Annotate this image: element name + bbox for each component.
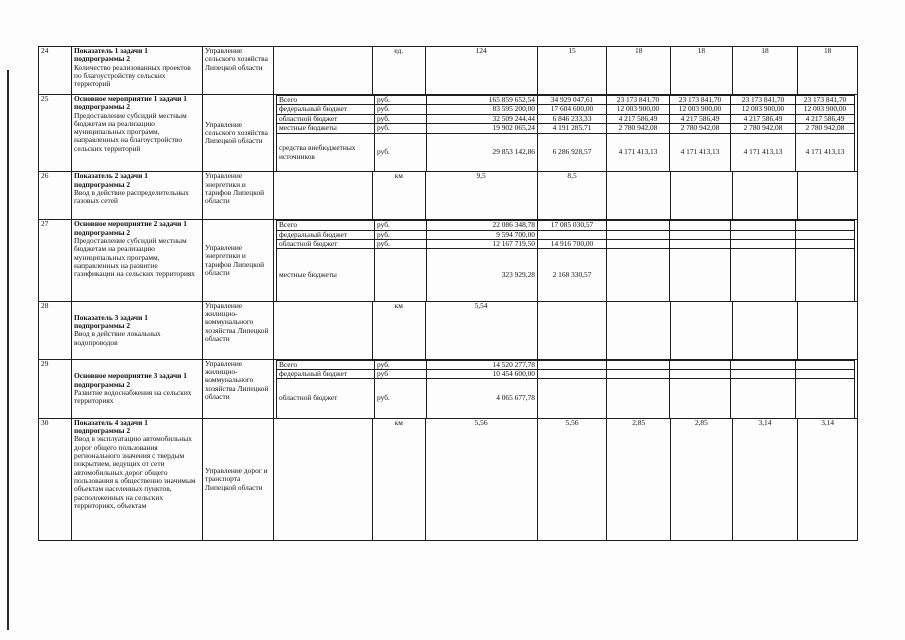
funding-value: 4 217 586,49 xyxy=(607,114,670,123)
funding-value: 14 916 700,00 xyxy=(538,239,607,248)
funding-value xyxy=(731,249,796,301)
funding-value: 2 168 330,57 xyxy=(538,249,607,301)
funding-value: 323 929,28 xyxy=(427,249,538,301)
value-cell: 3,14 xyxy=(732,418,798,540)
funding-source: средства внебюджетных источников xyxy=(277,133,375,171)
funding-row xyxy=(277,379,855,418)
funding-value: 12 003 900,00 xyxy=(670,105,731,114)
funding-value: 17 085 030,57 xyxy=(538,221,607,230)
row-number: 28 xyxy=(39,301,72,359)
funding-value: 6 286 928,57 xyxy=(538,133,607,171)
source-cell xyxy=(274,301,373,359)
funding-value xyxy=(670,379,731,418)
funding-value xyxy=(731,230,796,239)
funding-value xyxy=(670,230,731,239)
funding-value: 4 217 586,49 xyxy=(731,114,796,123)
value-cell xyxy=(537,301,607,359)
funding-value: 4 171 413,13 xyxy=(607,133,670,171)
funding-source: федеральный бюджет xyxy=(277,370,375,379)
row-title-cell xyxy=(72,301,203,359)
value-cell: 15 xyxy=(537,47,607,95)
row-number: 26 xyxy=(39,172,72,220)
row-org: Управление дорог и транспорта Липецкой области xyxy=(203,418,274,540)
value-cell: 2,85 xyxy=(671,418,733,540)
funding-value: 14 520 277,78 xyxy=(427,360,538,369)
row-org: Управление энергетики и тарифов Липецкой области xyxy=(203,220,274,301)
funding-unit: руб. xyxy=(375,360,427,369)
value-cell xyxy=(607,172,671,220)
funding-value xyxy=(731,360,796,369)
row-desc: Количество реализованных проектов по благоустройству сельских территорий xyxy=(74,62,191,89)
unit-cell: км xyxy=(373,418,426,540)
funding-value: 4 065 677,78 xyxy=(427,379,538,418)
row-title: Показатель 4 задачи 1 подпрограммы 2 xyxy=(74,418,148,436)
funding-value: 32 509 244,44 xyxy=(427,114,538,123)
funding-value xyxy=(731,379,796,418)
funding-value xyxy=(607,360,670,369)
funding-row xyxy=(277,123,855,133)
row-title: Основное мероприятие 3 задачи 1 подпрограммы 2 xyxy=(74,371,187,389)
value-cell xyxy=(607,301,671,359)
funding-value: 23 173 841,70 xyxy=(607,96,670,105)
funding-value: 4 171 413,13 xyxy=(670,133,731,171)
funding-source: областной бюджет xyxy=(277,239,375,248)
table-row xyxy=(39,301,858,359)
funding-value xyxy=(538,230,607,239)
funding-value xyxy=(538,360,607,369)
funding-value xyxy=(607,370,670,379)
table-row xyxy=(39,359,858,418)
funding-value: 23 173 841,70 xyxy=(796,96,855,105)
funding-row xyxy=(277,221,855,230)
row-title-cell xyxy=(72,220,203,301)
funding-value: 12 003 900,00 xyxy=(607,105,670,114)
funding-source: местные бюджеты xyxy=(277,123,375,133)
funding-unit: руб. xyxy=(375,105,427,114)
row-desc: Предоставление субсидий местным бюджетам на реализацию муниципальных программ, направленных на развитие газификации на сельских территориях xyxy=(74,235,195,279)
row-org: Управление энергетики и тарифов Липецкой области xyxy=(203,172,274,220)
funding-value: 4 191 285,71 xyxy=(538,123,607,133)
row-number: 25 xyxy=(39,95,72,172)
funding-subtable-cell xyxy=(274,220,858,301)
unit-cell: км xyxy=(373,172,426,220)
page-edge-line xyxy=(7,70,9,630)
row-title-cell xyxy=(72,418,203,540)
funding-value: 4 217 586,49 xyxy=(796,114,855,123)
funding-value xyxy=(538,370,607,379)
value-cell: 18 xyxy=(798,47,858,95)
funding-value xyxy=(607,379,670,418)
table-row xyxy=(39,418,858,540)
funding-value: 2 780 942,08 xyxy=(731,123,796,133)
row-title: Показатель 2 задачи 1 подпрограммы 2 xyxy=(74,171,148,189)
value-cell: 3,14 xyxy=(798,418,858,540)
value-cell xyxy=(798,172,858,220)
row-title: Показатель 1 задачи 1 подпрограммы 2 xyxy=(74,46,148,64)
unit-cell: ед. xyxy=(373,47,426,95)
funding-value xyxy=(607,249,670,301)
funding-value xyxy=(731,239,796,248)
row-number: 24 xyxy=(39,47,72,95)
funding-source: Всего xyxy=(277,221,375,230)
funding-value xyxy=(670,370,731,379)
funding-value: 4 171 413,13 xyxy=(731,133,796,171)
row-number: 30 xyxy=(39,418,72,540)
funding-source: Всего xyxy=(277,96,375,105)
funding-row xyxy=(277,230,855,239)
row-title: Основное мероприятие 1 задачи 1 подпрограммы 2 xyxy=(74,94,187,112)
funding-value: 12 167 719,50 xyxy=(427,239,538,248)
funding-value xyxy=(731,370,796,379)
row-desc: Ввод в действие локальных водопроводов xyxy=(74,329,161,347)
funding-row xyxy=(277,114,855,123)
funding-value: 10 454 600,00 xyxy=(427,370,538,379)
funding-value xyxy=(607,239,670,248)
funding-value: 34 929 047,61 xyxy=(538,96,607,105)
funding-value xyxy=(731,221,796,230)
value-cell: 5,54 xyxy=(425,301,537,359)
funding-value xyxy=(670,221,731,230)
funding-unit: руб. xyxy=(375,133,427,171)
funding-value: 9 594 700,00 xyxy=(427,230,538,239)
row-org: Управление жилищно-коммунального хозяйства Липецкой области xyxy=(203,359,274,418)
funding-value: 19 902 065,24 xyxy=(427,123,538,133)
row-number: 27 xyxy=(39,220,72,301)
row-title-cell xyxy=(72,172,203,220)
funding-value xyxy=(670,249,731,301)
funding-value xyxy=(670,239,731,248)
value-cell: 8,5 xyxy=(537,172,607,220)
funding-value: 4 171 413,13 xyxy=(796,133,855,171)
funding-value: 22 086 348,78 xyxy=(427,221,538,230)
row-org: Управление сельского хозяйства Липецкой области xyxy=(203,47,274,95)
funding-value: 23 173 841,70 xyxy=(670,96,731,105)
funding-value xyxy=(796,230,855,239)
funding-value: 12 003 900,00 xyxy=(796,105,855,114)
row-desc: Ввод в действие распределительных газовых сетей xyxy=(74,187,189,206)
row-desc: Развитие водоснабжения на сельских территориях xyxy=(74,387,192,406)
row-title-cell xyxy=(72,47,203,95)
funding-value xyxy=(607,221,670,230)
funding-subtable xyxy=(276,360,855,418)
funding-value xyxy=(796,370,855,379)
value-cell: 2,85 xyxy=(607,418,671,540)
funding-subtable-cell xyxy=(274,95,858,172)
unit-cell: км xyxy=(373,301,426,359)
funding-row xyxy=(277,370,855,379)
funding-value xyxy=(670,360,731,369)
funding-value: 12 003 900,00 xyxy=(731,105,796,114)
funding-value xyxy=(538,379,607,418)
funding-unit: руб xyxy=(375,370,427,379)
row-title: Показатель 3 задачи 1 подпрограммы 2 xyxy=(74,312,148,330)
funding-source: областной бюджет xyxy=(277,379,375,418)
funding-value xyxy=(796,239,855,248)
row-title-cell xyxy=(72,359,203,418)
funding-source: федеральный бюджет xyxy=(277,230,375,239)
funding-row xyxy=(277,239,855,248)
value-cell xyxy=(732,172,798,220)
source-cell xyxy=(274,418,373,540)
funding-unit: руб. xyxy=(375,239,427,248)
row-title-cell xyxy=(72,95,203,172)
funding-value: 83 595 200,00 xyxy=(427,105,538,114)
row-desc: Ввод в эксплуатацию автомобильных дорог общего пользования регионального значения с твердым покрытием, ведущих от сети автомобильных дорог общего пользования к общественно значимым объектам населенных пунктов, расположенных на сельских территориях, объектам xyxy=(74,434,196,510)
funding-value xyxy=(607,230,670,239)
funding-row xyxy=(277,360,855,369)
funding-subtable xyxy=(276,95,855,171)
row-org: Управление сельского хозяйства Липецкой области xyxy=(203,95,274,172)
value-cell xyxy=(671,301,733,359)
source-cell xyxy=(274,172,373,220)
funding-value: 6 846 233,33 xyxy=(538,114,607,123)
table-row xyxy=(39,220,858,301)
value-cell: 5,56 xyxy=(425,418,537,540)
row-org: Управление жилищно-коммунального хозяйства Липецкой области xyxy=(203,301,274,359)
funding-subtable xyxy=(276,220,855,300)
funding-subtable-cell xyxy=(274,359,858,418)
value-cell: 124 xyxy=(425,47,537,95)
funding-row xyxy=(277,105,855,114)
funding-value xyxy=(796,379,855,418)
value-cell xyxy=(798,301,858,359)
source-cell xyxy=(274,47,373,95)
funding-unit: руб. xyxy=(375,379,427,418)
funding-source: Всего xyxy=(277,360,375,369)
funding-value: 2 780 942,08 xyxy=(670,123,731,133)
funding-value xyxy=(796,360,855,369)
funding-unit: руб. xyxy=(375,230,427,239)
program-table xyxy=(38,46,858,541)
funding-unit: руб. xyxy=(375,123,427,133)
funding-value xyxy=(796,249,855,301)
funding-unit: руб. xyxy=(375,96,427,105)
funding-value: 2 780 942,08 xyxy=(796,123,855,133)
funding-unit: руб. xyxy=(375,221,427,230)
value-cell xyxy=(732,301,798,359)
funding-value: 17 604 600,00 xyxy=(538,105,607,114)
funding-row xyxy=(277,249,855,301)
funding-value: 2 780 942,08 xyxy=(607,123,670,133)
table-row xyxy=(39,172,858,220)
row-desc: Предоставление субсидий местным бюджетам на реализацию муниципальных программ, направленных на благоустройство сельских территорий xyxy=(74,110,187,153)
value-cell: 18 xyxy=(607,47,671,95)
funding-value: 23 173 841,70 xyxy=(731,96,796,105)
value-cell: 5,56 xyxy=(537,418,607,540)
funding-row xyxy=(277,96,855,105)
funding-unit xyxy=(375,249,427,301)
funding-row xyxy=(277,133,855,171)
funding-source: федеральный бюджет xyxy=(277,105,375,114)
funding-source: областной бюджет xyxy=(277,114,375,123)
value-cell: 9,5 xyxy=(425,172,537,220)
value-cell: 18 xyxy=(671,47,733,95)
funding-value: 4 217 586,49 xyxy=(670,114,731,123)
funding-value xyxy=(796,221,855,230)
funding-unit: руб. xyxy=(375,114,427,123)
table-row xyxy=(39,95,858,172)
value-cell: 18 xyxy=(732,47,798,95)
table-row xyxy=(39,47,858,95)
row-title: Основное мероприятие 2 задачи 1 подпрограммы 2 xyxy=(74,219,187,237)
funding-source: местные бюджеты xyxy=(277,249,375,301)
row-number: 29 xyxy=(39,359,72,418)
funding-value: 165 859 652,54 xyxy=(427,96,538,105)
funding-value: 29 853 142,86 xyxy=(427,133,538,171)
value-cell xyxy=(671,172,733,220)
